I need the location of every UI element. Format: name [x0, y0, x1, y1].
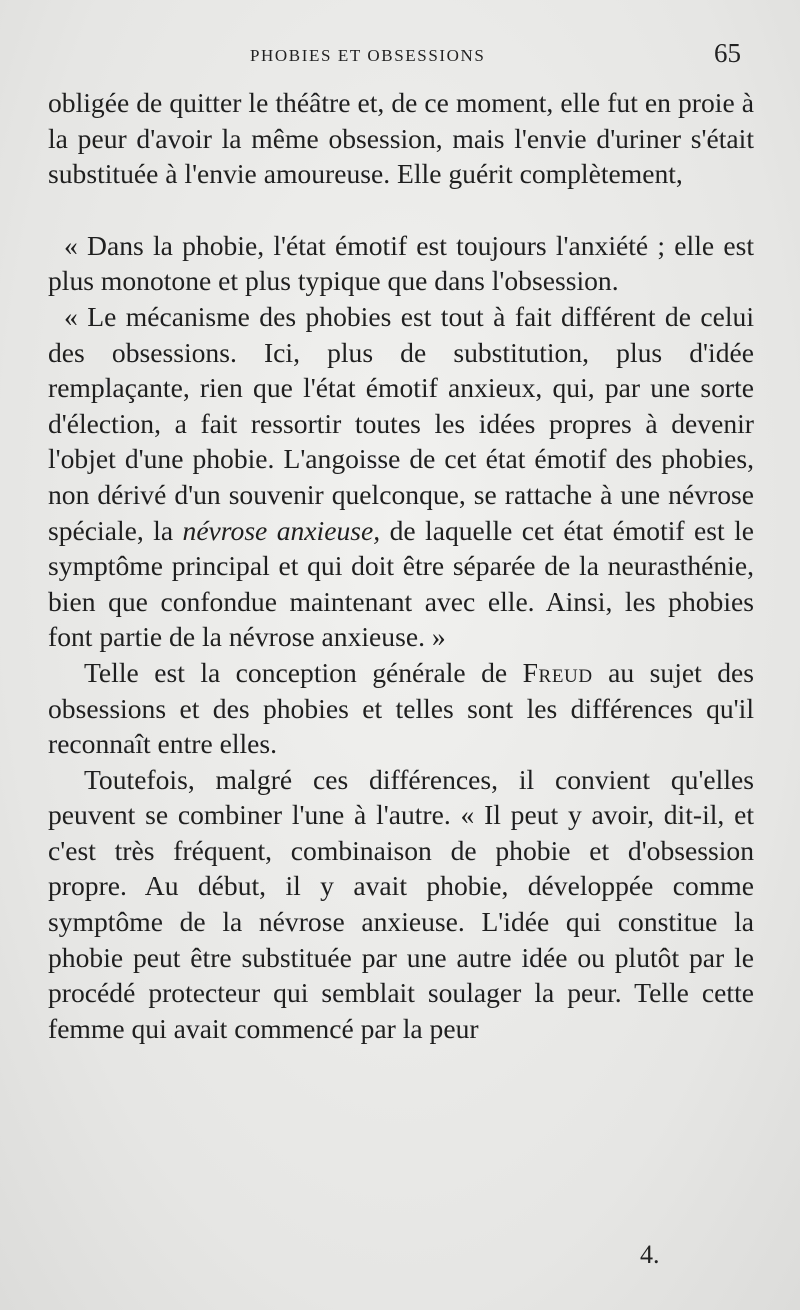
paragraph-4-text-a: Telle est la conception générale de	[84, 656, 508, 688]
paragraph-2: « Dans la phobie, l'état émotif est toujours l'anxiété ; elle est plus monotone et plus typique que dans l'obsession.	[48, 229, 754, 297]
paragraph-3-text-a: « Le mécanisme des phobies est tout à fait différent de celui des obsessions. Ici, plus de substitution, plus d'idée remplaçante, rien que l'état émotif anxieux, qui, par une sorte d'élection, a fait ressortir toutes les idées propres à devenir l'objet d'une phobie. L'angoisse de cet état émotif des phobies, non dérivé d'un souvenir quelconque, se rattache à une névrose spéciale, la	[48, 300, 754, 546]
italic-term: névrose anxieuse,	[182, 514, 381, 546]
paragraph-4-text-b: au sujet des obsessions et des phobies et telles sont les différences qu'il reconnaît entre elles.	[48, 656, 755, 760]
paragraph-3-text-b: de laquelle cet état émotif est le symptôme principal et qui doit être séparée de la neurasthénie, bien que confondue maintenant avec elle. Ainsi, les phobies font partie de la névrose anxieuse. »	[48, 514, 755, 653]
paragraph-4	[48, 655, 754, 762]
page-number: 65	[714, 38, 741, 68]
body-text	[48, 85, 754, 1046]
paragraph-3	[48, 299, 754, 655]
paragraph-5: Toutefois, malgré ces différences, il convient qu'elles peuvent se combiner l'une à l'autre. « Il peut y avoir, dit-il, et c'est très fréquent, combinaison de phobie et d'obsession propre. Au début, il y avait phobie, développée comme symptôme de la névrose anxieuse. L'idée qui constitue la phobie peut être substituée par une autre idée ou plutôt par le procédé protecteur qui semblait soulager la peur. Telle cette femme qui avait commencé par la peur	[48, 763, 754, 1044]
running-title: PHOBIES ET OBSESSIONS	[250, 46, 486, 65]
page-header	[0, 36, 800, 76]
paragraph-gap	[48, 192, 754, 228]
paragraph-1: obligée de quitter le théâtre et, de ce moment, elle fut en proie à la peur d'avoir la même obsession, mais l'envie d'uriner s'était substituée à l'envie amoureuse. Elle guérit complètement,	[48, 87, 754, 190]
signature-mark: 4.	[640, 1240, 660, 1269]
author-name: Freud	[522, 656, 593, 688]
